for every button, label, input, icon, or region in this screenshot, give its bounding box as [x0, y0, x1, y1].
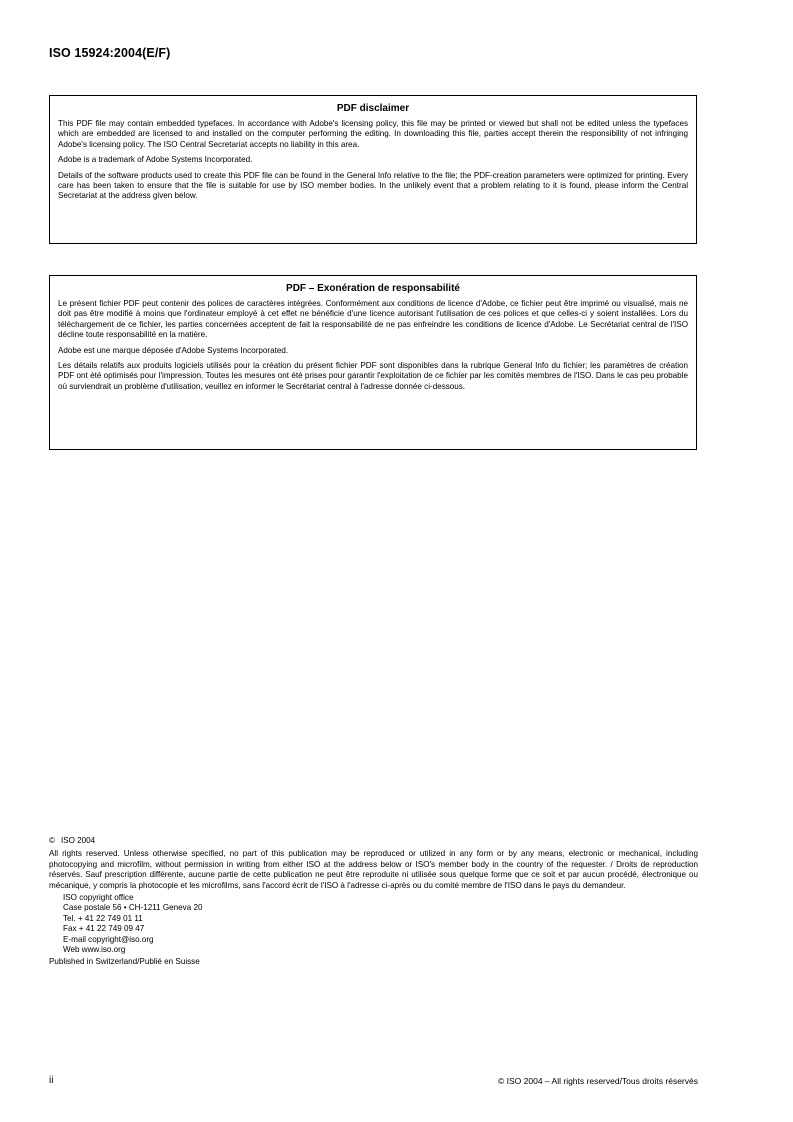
- office-fax: Fax + 41 22 749 09 47: [63, 924, 145, 934]
- pdf-disclaimer-paragraph: This PDF file may contain embedded typefaces. In accordance with Adobe's licensing policy, this file may be printed or viewed but shall not be edited unless the typefaces which are embedded are licensed to and installed on the computer performing the editing. In downloading this file, parties accept therein the responsibility of not infringing Adobe's licensing policy. The ISO Central Secretariat accepts no liability in this area.: [58, 119, 688, 149]
- copyright-notice: [49, 836, 698, 968]
- footer-copyright: © ISO 2004 – All rights reserved/Tous droits réservés: [498, 1076, 698, 1086]
- page-number: ii: [49, 1075, 54, 1086]
- office-name: ISO copyright office: [63, 893, 134, 903]
- office-telephone: Tel. + 41 22 749 01 11: [63, 913, 143, 923]
- office-email: E-mail copyright@iso.org: [63, 934, 154, 944]
- office-web: Web www.iso.org: [63, 945, 126, 955]
- pdf-disclaimer-title: PDF disclaimer: [336, 103, 410, 114]
- pdf-disclaimer-paragraph: Details of the software products used to create this PDF file can be found in the General Info relative to the file; the PDF-creation parameters were optimized for printing. Every care has been taken to ensure that the file is suitable for use by ISO member bodies. In the unlikely event that a problem relating to it is found, please inform the Central Secretariat at the address given below.: [58, 170, 688, 201]
- published-location: Published in Switzerland/Publié en Suisse: [49, 957, 200, 967]
- copyright-office-address: [63, 893, 698, 955]
- pdf-disclaimer-box: [49, 95, 697, 244]
- copyright-rights-text: All rights reserved. Unless otherwise specified, no part of this publication may be reproduced or utilized in any form or by any means, electronic or mechanical, including photocopying and microfilm, without permission in writing from either ISO at the address below or ISO's member body in the country of the requester. / Droits de reproduction réservés. Sauf prescription différente, aucune partie de cette publication ne peut être reproduite ni utilisée sous quelque forme que ce soit et par aucun procédé, électronique ou mécanique, y compris la photocopie et les microfilms, sans l'accord écrit de l'ISO à l'adresse ci-après ou du comité membre de l'ISO dans le pays du demandeur.: [49, 849, 698, 890]
- pdf-exoneration-title: PDF – Exonération de responsabilité: [286, 283, 460, 294]
- office-postal-address: Case postale 56 • CH-1211 Geneva 20: [63, 903, 203, 913]
- copyright-year-line: [49, 836, 698, 846]
- copyright-year: ISO 2004: [60, 836, 96, 845]
- pdf-exoneration-paragraph: Le présent fichier PDF peut contenir des polices de caractères intégrées. Conformément aux conditions de licence d'Adobe, ce fichier peut être imprimé ou visualisé, mais ne doit pas être modifié à moins que l'ordinateur employé à cet effet ne bénéficie d'une licence autorisant l'utilisation de ces polices et que celles-ci y soient installées. Lors du téléchargement de ce fichier, les parties concernées acceptent de fait la responsabilité de ne pas enfreindre les conditions de licence d'Adobe. Le Secrétariat central de l'ISO décline toute responsabilité en la matière.: [58, 299, 688, 340]
- copyright-symbol-icon: ©: [49, 836, 55, 845]
- pdf-exoneration-box: [49, 275, 697, 450]
- pdf-exoneration-paragraph: Adobe est une marque déposée d'Adobe Systems Incorporated.: [58, 345, 289, 355]
- pdf-exoneration-paragraph: Les détails relatifs aux produits logiciels utilisés pour la création du présent fichier PDF sont disponibles dans la rubrique General Info du fichier; les paramètres de création PDF ont été optimisés pour l'impression. Toutes les mesures ont été prises pour garantir l'exploitation de ce fichier par les comités membres de l'ISO. Dans le cas peu probable où surviendrait un problème d'utilisation, veuillez en informer le Secrétariat central à l'adresse donnée ci-dessous.: [58, 361, 688, 391]
- pdf-disclaimer-paragraph: Adobe is a trademark of Adobe Systems Incorporated.: [58, 155, 253, 165]
- document-header: ISO 15924:2004(E/F): [49, 46, 171, 60]
